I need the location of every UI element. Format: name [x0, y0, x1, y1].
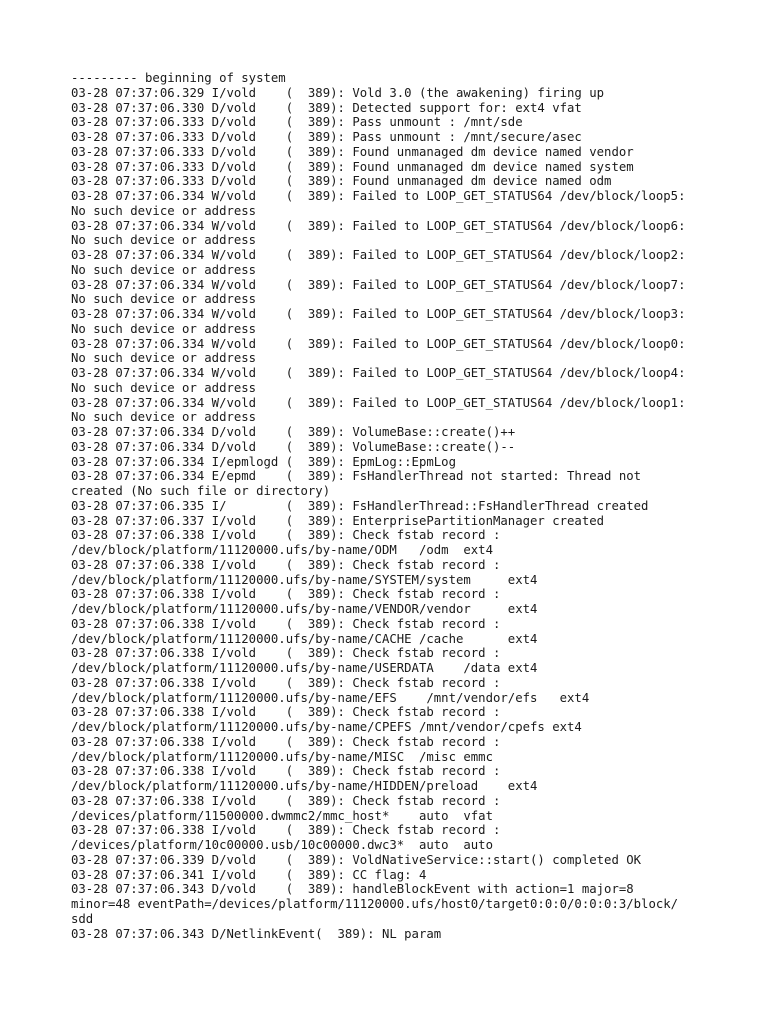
log-line: 03-28 07:37:06.343 D/NetlinkEvent( 389): NL param: [71, 926, 442, 941]
log-line: /dev/block/platform/11120000.ufs/by-name/CACHE /cache ext4: [71, 631, 538, 646]
log-line: 03-28 07:37:06.338 I/vold ( 389): Check fstab record :: [71, 705, 501, 720]
log-line: 03-28 07:37:06.338 I/vold ( 389): Check fstab record :: [71, 528, 501, 543]
log-line: 03-28 07:37:06.338 I/vold ( 389): Check fstab record :: [71, 675, 501, 690]
log-line: 03-28 07:37:06.338 I/vold ( 389): Check fstab record :: [71, 616, 501, 631]
log-line: 03-28 07:37:06.334 W/vold ( 389): Failed to LOOP_GET_STATUS64 /dev/block/loop2:: [71, 248, 686, 262]
log-line: 03-28 07:37:06.333 D/vold ( 389): Found unmanaged dm device named odm: [71, 174, 612, 189]
log-line: 03-28 07:37:06.334 W/vold ( 389): Failed to LOOP_GET_STATUS64 /dev/block/loop4:: [71, 366, 686, 380]
log-line: /dev/block/platform/11120000.ufs/by-name/MISC /misc emmc: [71, 749, 493, 764]
log-line: 03-28 07:37:06.338 I/vold ( 389): Check fstab record :: [71, 823, 501, 838]
log-line: No such device or address: [71, 410, 257, 425]
log-line: /devices/platform/11500000.dwmmc2/mmc_host* auto vfat: [71, 808, 493, 823]
log-line: minor=48 eventPath=/devices/platform/11120000.ufs/host0/target0:0:0/0:0:0:3/block/: [71, 897, 679, 911]
log-line: 03-28 07:37:06.339 D/vold ( 389): VoldNativeService::start() completed OK: [71, 852, 642, 867]
log-line: 03-28 07:37:06.334 W/vold ( 389): Failed to LOOP_GET_STATUS64 /dev/block/loop5:: [71, 189, 686, 203]
log-line: 03-28 07:37:06.335 I/ ( 389): FsHandlerThread::FsHandlerThread created: [71, 498, 649, 513]
log-line: 03-28 07:37:06.334 D/vold ( 389): VolumeBase::create()++: [71, 425, 516, 439]
log-line: 03-28 07:37:06.334 W/vold ( 389): Failed to LOOP_GET_STATUS64 /dev/block/loop3:: [71, 307, 686, 321]
log-line: 03-28 07:37:06.334 W/vold ( 389): Failed to LOOP_GET_STATUS64 /dev/block/loop6:: [71, 218, 686, 233]
log-line: No such device or address: [71, 262, 257, 277]
log-line: 03-28 07:37:06.338 I/vold ( 389): Check fstab record :: [71, 734, 501, 749]
log-line: sdd: [71, 911, 94, 926]
log-line: 03-28 07:37:06.338 I/vold ( 389): Check fstab record :: [71, 793, 501, 808]
log-line: No such device or address: [71, 203, 257, 218]
log-line: No such device or address: [71, 351, 257, 366]
log-line: 03-28 07:37:06.333 D/vold ( 389): Found unmanaged dm device named system: [71, 159, 634, 174]
log-line: /dev/block/platform/11120000.ufs/by-name/VENDOR/vendor ext4: [71, 602, 538, 616]
log-line: --------- beginning of system: [71, 71, 286, 85]
log-line: /dev/block/platform/11120000.ufs/by-name/CPEFS /mnt/vendor/cpefs ext4: [71, 720, 582, 734]
log-line: 03-28 07:37:06.338 I/vold ( 389): Check fstab record :: [71, 587, 501, 602]
log-line: /dev/block/platform/11120000.ufs/by-name/HIDDEN/preload ext4: [71, 779, 538, 793]
log-line: /dev/block/platform/11120000.ufs/by-name/USERDATA /data ext4: [71, 661, 538, 675]
log-line: 03-28 07:37:06.329 I/vold ( 389): Vold 3.0 (the awakening) firing up: [71, 85, 605, 100]
log-line: created (No such file or directory): [71, 484, 331, 498]
log-line: 03-28 07:37:06.333 D/vold ( 389): Pass unmount : /mnt/secure/asec: [71, 130, 582, 144]
log-line: 03-28 07:37:06.338 I/vold ( 389): Check fstab record :: [71, 764, 501, 779]
log-line: 03-28 07:37:06.338 I/vold ( 389): Check fstab record :: [71, 557, 501, 572]
log-line: 03-28 07:37:06.343 D/vold ( 389): handleBlockEvent with action=1 major=8: [71, 882, 634, 897]
log-line: /dev/block/platform/11120000.ufs/by-name/SYSTEM/system ext4: [71, 572, 538, 587]
log-line: 03-28 07:37:06.341 I/vold ( 389): CC flag: 4: [71, 867, 427, 882]
log-line: No such device or address: [71, 321, 257, 336]
log-line: 03-28 07:37:06.338 I/vold ( 389): Check fstab record :: [71, 646, 501, 661]
log-line: 03-28 07:37:06.330 D/vold ( 389): Detected support for: ext4 vfat: [71, 100, 582, 115]
log-line: 03-28 07:37:06.334 E/epmd ( 389): FsHandlerThread not started: Thread not: [71, 469, 642, 484]
log-line: 03-28 07:37:06.333 D/vold ( 389): Pass unmount : /mnt/sde: [71, 115, 523, 130]
log-line: 03-28 07:37:06.337 I/vold ( 389): EnterprisePartitionManager created: [71, 513, 605, 528]
log-line: /dev/block/platform/11120000.ufs/by-name/ODM /odm ext4: [71, 543, 493, 557]
log-line: /dev/block/platform/11120000.ufs/by-name/EFS /mnt/vendor/efs ext4: [71, 690, 590, 705]
log-text-body: [71, 71, 751, 941]
log-line: /devices/platform/10c00000.usb/10c00000.dwc3* auto auto: [71, 838, 493, 852]
log-line: 03-28 07:37:06.334 W/vold ( 389): Failed to LOOP_GET_STATUS64 /dev/block/loop7:: [71, 277, 686, 292]
log-line: 03-28 07:37:06.334 W/vold ( 389): Failed to LOOP_GET_STATUS64 /dev/block/loop0:: [71, 336, 686, 351]
log-line: No such device or address: [71, 380, 257, 395]
log-line: 03-28 07:37:06.334 W/vold ( 389): Failed to LOOP_GET_STATUS64 /dev/block/loop1:: [71, 395, 686, 410]
log-line: No such device or address: [71, 292, 257, 307]
log-line: 03-28 07:37:06.334 I/epmlogd ( 389): EpmLog::EpmLog: [71, 454, 456, 469]
log-line: No such device or address: [71, 233, 257, 248]
log-line: 03-28 07:37:06.333 D/vold ( 389): Found unmanaged dm device named vendor: [71, 144, 634, 159]
log-line: 03-28 07:37:06.334 D/vold ( 389): VolumeBase::create()--: [71, 439, 516, 454]
